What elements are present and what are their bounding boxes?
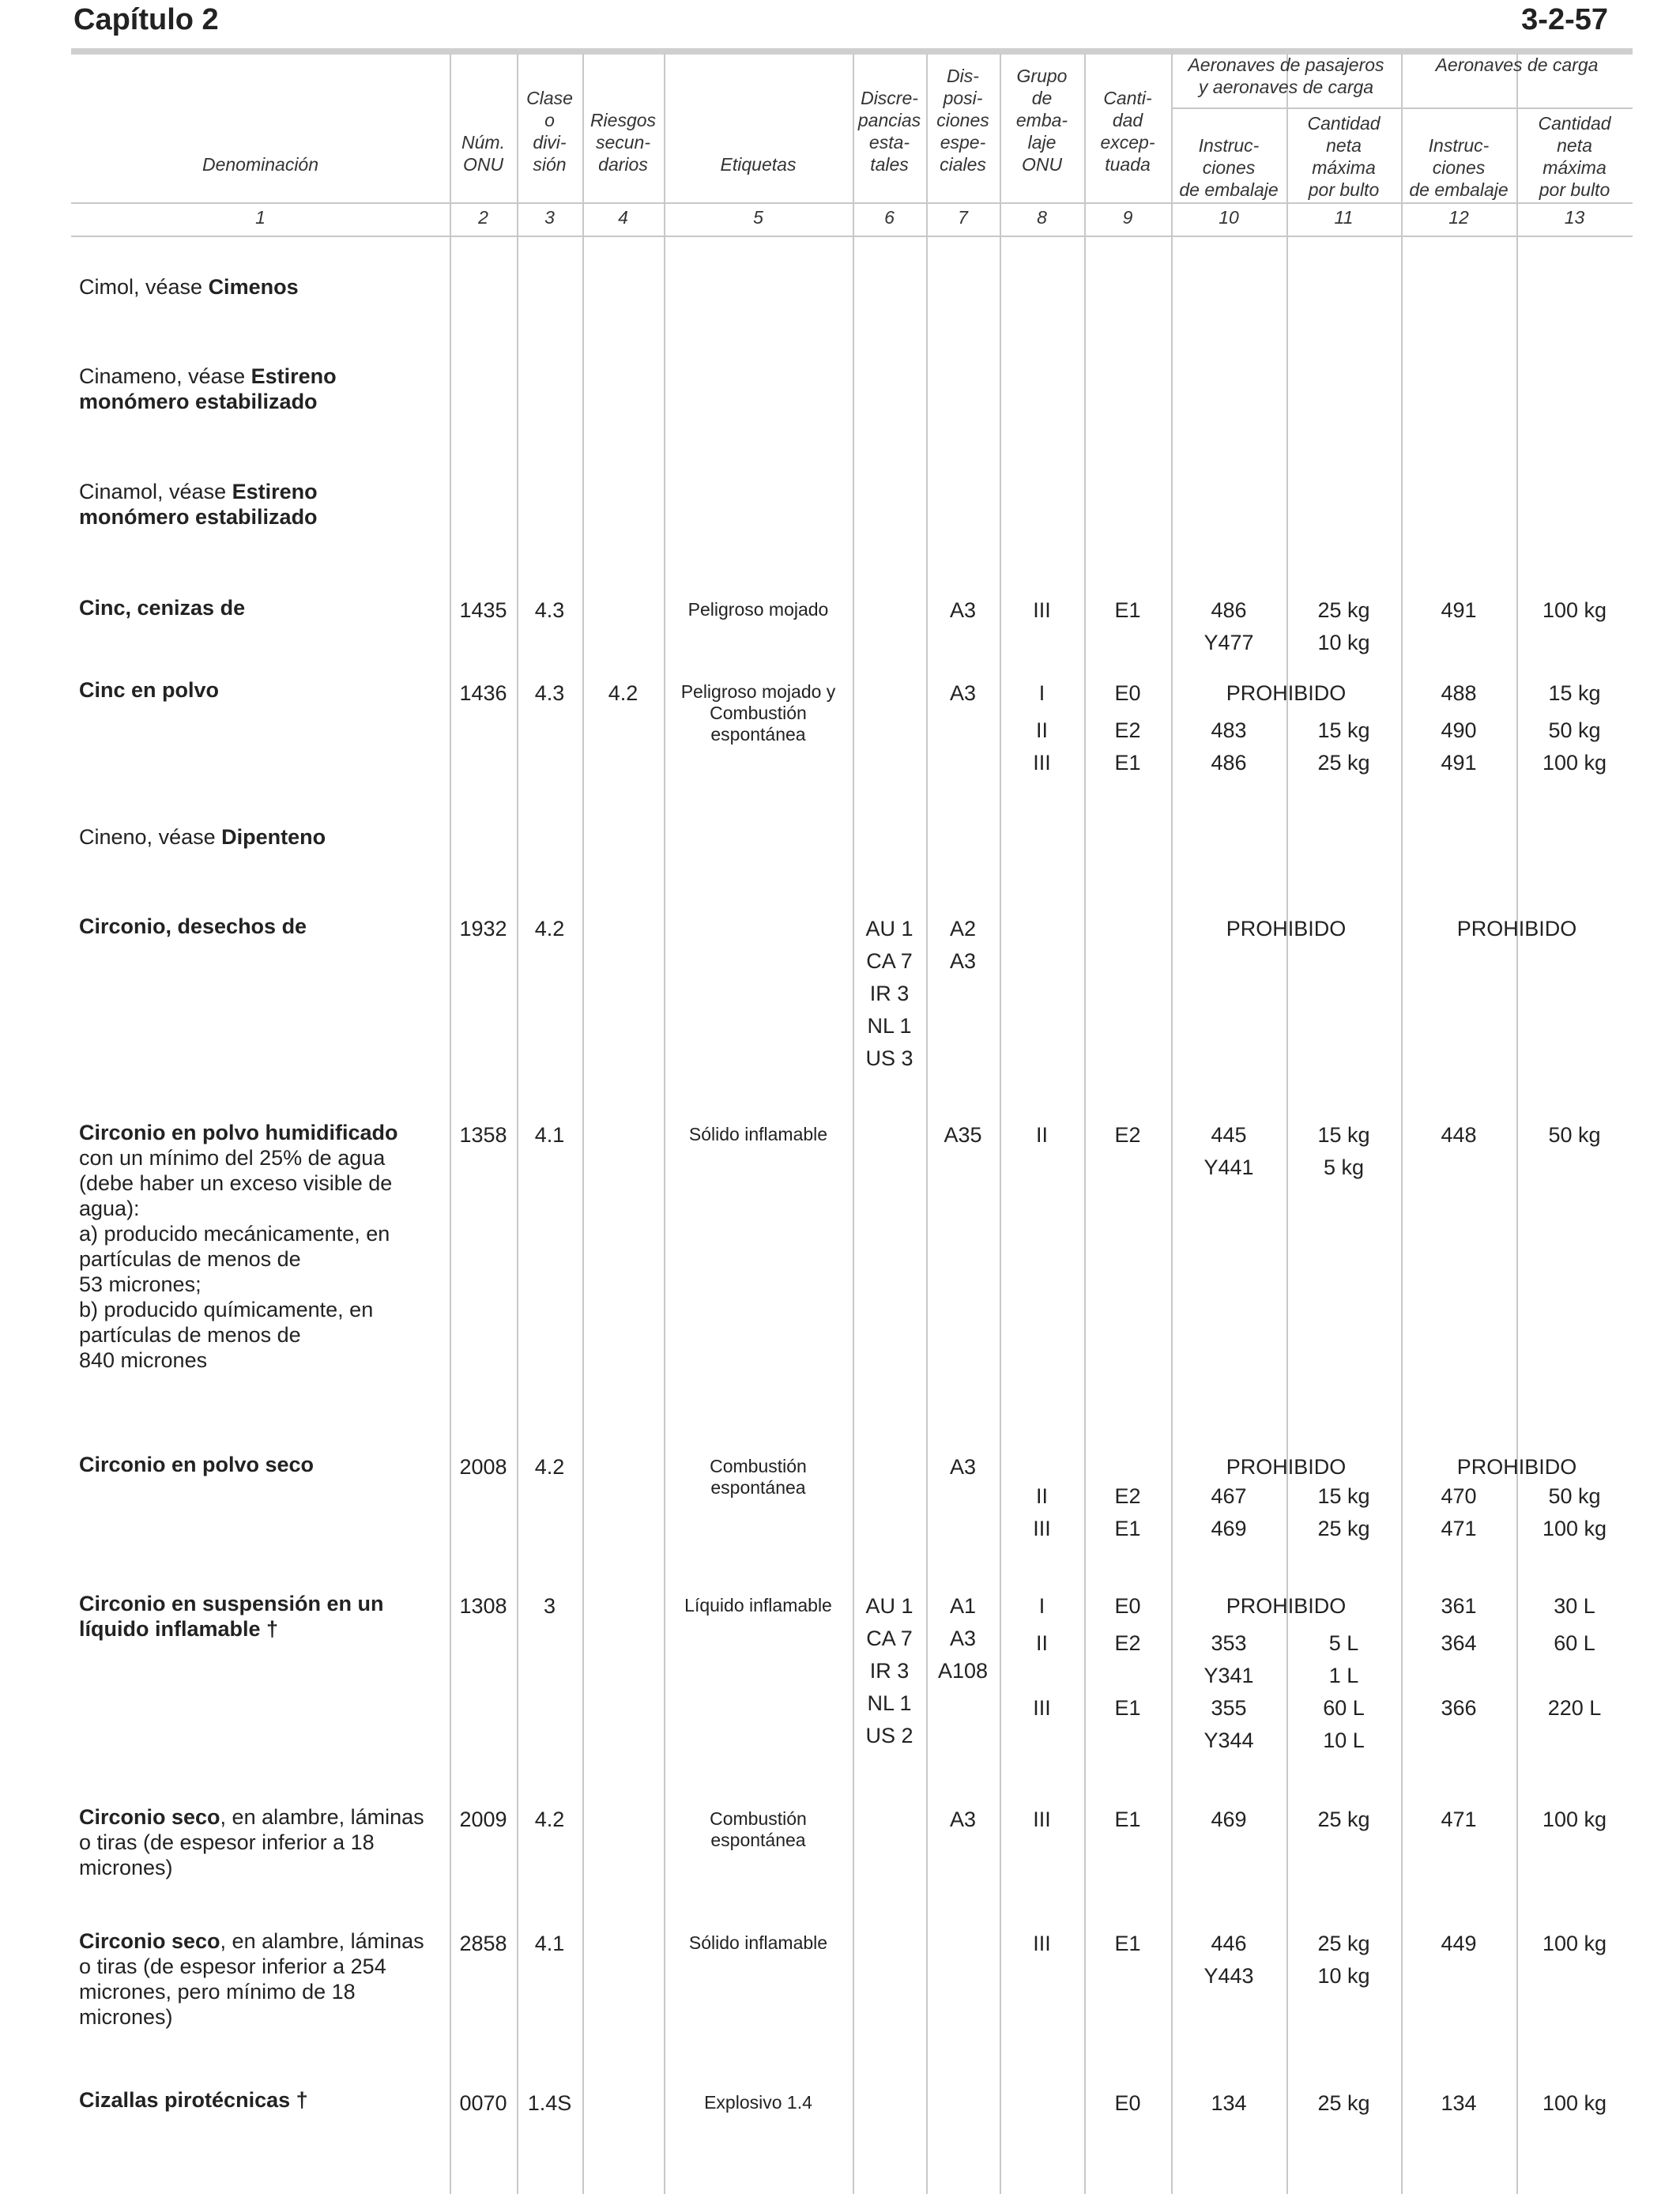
cell-riesgo: 4.2 <box>608 681 638 705</box>
cell-discrepancias: AU 1 CA 7 IR 3 NL 1 US 3 <box>865 917 913 1070</box>
column-group-pasajeros: Aeronaves de pasajeros y aeronaves de carga <box>1188 55 1384 97</box>
cell-etiqueta: Combustión espontánea <box>710 1456 807 1498</box>
cell-cantidad: 10 kg <box>1317 1964 1370 1988</box>
column-number: 13 <box>1564 207 1585 228</box>
entry-circonio-humidificado: Circonio en polvo humidificado con un mínimo del 25% de agua (debe haber un exceso visible de agua): a) producido mecánicamente, en partículas de menos de 53 micrones; b) producido químicamente, en partículas de menos de 840 micrones <box>79 1121 398 1372</box>
cell-cantidad: 25 kg <box>1317 1932 1370 1955</box>
cell-clase: 4.3 <box>534 681 565 705</box>
cell-instruccion-carga: 470 <box>1441 1484 1477 1508</box>
column-header-cantidad-pasajeros: Cantidad neta máxima por bulto <box>1307 113 1381 200</box>
cell-instruccion: Y477 <box>1203 631 1254 654</box>
chapter-title: Capítulo 2 <box>73 3 219 36</box>
column-header-grupo: Grupo de emba- laje ONU <box>1015 66 1068 175</box>
cell-grupo: II <box>1035 1123 1048 1147</box>
cell-grupo: II <box>1035 718 1048 742</box>
cell-cantidad-carga: 100 kg <box>1542 598 1607 622</box>
cell-prohibido: PROHIBIDO <box>1226 917 1347 941</box>
cell-onu: 1308 <box>459 1594 507 1618</box>
cell-cantidad-carga: 100 kg <box>1542 751 1607 775</box>
cell-cantidad: 60 L <box>1323 1696 1365 1720</box>
cell-cantidad: 25 kg <box>1317 751 1370 775</box>
cell-instruccion: 469 <box>1211 1517 1247 1540</box>
column-header-discrepancias: Discre- pancias esta- tales <box>857 88 921 175</box>
column-number: 1 <box>255 207 266 228</box>
cell-onu: 0070 <box>459 2091 507 2115</box>
cell-prohibido: PROHIBIDO <box>1226 1455 1347 1479</box>
cell-exceptuada: E2 <box>1114 718 1141 742</box>
cell-prohibido-carga: PROHIBIDO <box>1456 917 1577 941</box>
cell-instruccion: 134 <box>1211 2091 1247 2115</box>
column-number: 3 <box>544 207 555 228</box>
cell-cantidad: 15 kg <box>1317 1484 1370 1508</box>
cell-disposicion: A3 <box>949 1455 977 1479</box>
cell-grupo: I <box>1038 1594 1045 1618</box>
cell-onu: 1436 <box>459 681 507 705</box>
cell-cantidad: 25 kg <box>1317 598 1370 622</box>
column-divider <box>853 54 854 2194</box>
column-number: 5 <box>753 207 763 228</box>
cell-etiqueta: Peligroso mojado y Combustión espontánea <box>680 681 836 745</box>
cell-grupo: III <box>1033 751 1051 775</box>
cell-clase: 1.4S <box>527 2091 572 2115</box>
cell-grupo: II <box>1035 1484 1048 1508</box>
cell-instruccion: 445 <box>1211 1123 1247 1147</box>
column-number: 10 <box>1219 207 1239 228</box>
column-header-instrucciones-carga: Instruc- ciones de embalaje <box>1409 135 1509 200</box>
cell-instruccion: Y341 <box>1203 1664 1254 1687</box>
cell-cantidad-carga: 60 L <box>1554 1631 1595 1655</box>
column-number: 4 <box>618 207 628 228</box>
cell-instruccion-carga: 490 <box>1441 718 1477 742</box>
column-header-etiquetas: Etiquetas <box>720 154 797 175</box>
column-number: 9 <box>1122 207 1133 228</box>
cell-instruccion: Y443 <box>1203 1964 1254 1988</box>
column-header-num-onu: Núm. ONU <box>461 132 505 175</box>
cell-disposicion: A3 <box>949 681 977 705</box>
group-underline <box>1171 107 1633 109</box>
column-divider <box>582 54 584 2194</box>
cell-cantidad: 15 kg <box>1317 718 1370 742</box>
cell-onu: 2008 <box>459 1455 507 1479</box>
cell-disposicion: A2 A3 <box>949 917 977 973</box>
entry-cinamol: Cinamol, véase Estireno monómero estabilizado <box>79 480 318 529</box>
entry-circonio-desechos: Circonio, desechos de <box>79 914 307 938</box>
cell-cantidad-carga: 100 kg <box>1542 1932 1607 1955</box>
cell-instruccion: 469 <box>1211 1808 1247 1831</box>
cell-grupo: III <box>1033 1932 1051 1955</box>
cell-disposicion: A1 A3 A108 <box>937 1594 989 1683</box>
cell-disposicion: A3 <box>949 598 977 622</box>
cell-etiqueta: Peligroso mojado <box>687 599 829 620</box>
cell-cantidad-carga: 100 kg <box>1542 1517 1607 1540</box>
cell-grupo: II <box>1035 1631 1048 1655</box>
cell-prohibido-carga: PROHIBIDO <box>1456 1455 1577 1479</box>
cell-instruccion-carga: 449 <box>1441 1932 1477 1955</box>
cell-exceptuada: E2 <box>1114 1484 1141 1508</box>
cell-onu: 2858 <box>459 1932 507 1955</box>
cell-exceptuada: E1 <box>1114 1696 1141 1720</box>
cell-instruccion: 467 <box>1211 1484 1247 1508</box>
cell-discrepancias: AU 1 CA 7 IR 3 NL 1 US 2 <box>865 1594 913 1747</box>
cell-instruccion-carga: 366 <box>1441 1696 1477 1720</box>
column-header-riesgos: Riesgos secun- darios <box>590 110 657 175</box>
cell-instruccion-carga: 361 <box>1441 1594 1477 1618</box>
cell-prohibido: PROHIBIDO <box>1226 681 1347 705</box>
column-number: 11 <box>1334 207 1354 228</box>
cell-cantidad: 5 kg <box>1323 1155 1365 1179</box>
column-header-disposiciones: Dis- posi- ciones espe- ciales <box>936 66 989 175</box>
cell-cantidad-carga: 220 L <box>1547 1696 1602 1720</box>
cell-cantidad: 10 L <box>1323 1728 1365 1752</box>
cell-etiqueta: Sólido inflamable <box>688 1124 828 1144</box>
cell-etiqueta: Líquido inflamable <box>684 1595 832 1615</box>
cell-grupo: I <box>1038 681 1045 705</box>
cell-cantidad: 25 kg <box>1317 2091 1370 2115</box>
cell-cantidad: 1 L <box>1328 1664 1359 1687</box>
cell-instruccion: 486 <box>1211 751 1247 775</box>
number-row-divider <box>71 236 1633 237</box>
cell-grupo: III <box>1033 598 1051 622</box>
column-group-carga: Aeronaves de carga <box>1435 55 1599 75</box>
cell-cantidad-carga: 50 kg <box>1548 718 1601 742</box>
header-divider <box>71 202 1633 204</box>
cell-instruccion-carga: 448 <box>1441 1123 1477 1147</box>
column-header-cantidad-exceptuada: Canti- dad excep- tuada <box>1100 88 1155 175</box>
cell-exceptuada: E1 <box>1114 1808 1141 1831</box>
cell-exceptuada: E0 <box>1114 681 1141 705</box>
entry-cinc-cenizas: Cinc, cenizas de <box>79 596 246 620</box>
column-header-denominacion: Denominación <box>202 154 319 175</box>
cell-clase: 4.1 <box>534 1932 565 1955</box>
column-number: 7 <box>958 207 968 228</box>
entry-cinc-polvo: Cinc en polvo <box>79 678 220 702</box>
cell-instruccion-carga: 488 <box>1441 681 1477 705</box>
cell-instruccion-carga: 491 <box>1441 751 1477 775</box>
cell-disposicion: A3 <box>949 1808 977 1831</box>
cell-clase: 4.3 <box>534 598 565 622</box>
column-number: 6 <box>884 207 895 228</box>
cell-cantidad-carga: 50 kg <box>1548 1123 1601 1147</box>
cell-instruccion: Y441 <box>1203 1155 1254 1179</box>
cell-exceptuada: E0 <box>1114 2091 1141 2115</box>
cell-clase: 4.2 <box>534 1455 565 1479</box>
cell-disposicion: A35 <box>944 1123 982 1147</box>
cell-cantidad: 5 L <box>1328 1631 1359 1655</box>
cell-etiqueta: Explosivo 1.4 <box>704 2092 812 2113</box>
column-header-instrucciones-pasajeros: Instruc- ciones de embalaje <box>1179 135 1279 200</box>
cell-instruccion-carga: 134 <box>1441 2091 1477 2115</box>
cell-exceptuada: E1 <box>1114 1517 1141 1540</box>
cell-exceptuada: E2 <box>1114 1123 1141 1147</box>
cell-cantidad: 25 kg <box>1317 1517 1370 1540</box>
cell-exceptuada: E1 <box>1114 598 1141 622</box>
column-number: 12 <box>1448 207 1469 228</box>
cell-cantidad: 15 kg <box>1317 1123 1370 1147</box>
cell-instruccion: 353 <box>1211 1631 1247 1655</box>
cell-cantidad-carga: 15 kg <box>1548 681 1601 705</box>
cell-onu: 1932 <box>459 917 507 941</box>
cell-etiqueta: Combustión espontánea <box>710 1808 807 1850</box>
cell-exceptuada: E0 <box>1114 1594 1141 1618</box>
cell-instruccion-carga: 471 <box>1441 1517 1477 1540</box>
cell-cantidad: 10 kg <box>1317 631 1370 654</box>
entry-circonio-suspension: Circonio en suspensión en un líquido inflamable † <box>79 1592 384 1641</box>
entry-circonio-polvo-seco: Circonio en polvo seco <box>79 1453 315 1476</box>
column-number: 8 <box>1037 207 1047 228</box>
cell-cantidad-carga: 100 kg <box>1542 2091 1607 2115</box>
entry-cimol: Cimol, véase Cimenos <box>79 275 299 299</box>
cell-clase: 4.2 <box>534 917 565 941</box>
cell-instruccion: 355 <box>1211 1696 1247 1720</box>
column-number: 2 <box>478 207 488 228</box>
entry-cinameno: Cinameno, véase Estireno monómero estabilizado <box>79 364 337 413</box>
cell-onu: 2009 <box>459 1808 507 1831</box>
column-header-cantidad-carga: Cantidad neta máxima por bulto <box>1538 113 1611 200</box>
column-header-clase: Clase o divi- sión <box>526 88 573 175</box>
cell-onu: 1358 <box>459 1123 507 1147</box>
cell-instruccion-carga: 364 <box>1441 1631 1477 1655</box>
cell-instruccion: 446 <box>1211 1932 1247 1955</box>
cell-instruccion: 483 <box>1211 718 1247 742</box>
entry-cizallas: Cizallas pirotécnicas † <box>79 2088 308 2112</box>
entry-cineno: Cineno, véase Dipenteno <box>79 825 326 849</box>
cell-exceptuada: E2 <box>1114 1631 1141 1655</box>
cell-exceptuada: E1 <box>1114 751 1141 775</box>
cell-prohibido: PROHIBIDO <box>1226 1594 1347 1618</box>
cell-etiqueta: Sólido inflamable <box>688 1932 828 1953</box>
cell-instruccion: Y344 <box>1203 1728 1254 1752</box>
cell-exceptuada: E1 <box>1114 1932 1141 1955</box>
entry-circonio-seco-254: Circonio seco, en alambre, láminas o tiras (de espesor inferior a 254 micrones, pero mínimo de 18 micrones) <box>79 1929 424 2029</box>
cell-instruccion-carga: 491 <box>1441 598 1477 622</box>
cell-onu: 1435 <box>459 598 507 622</box>
cell-clase: 4.2 <box>534 1808 565 1831</box>
cell-clase: 4.1 <box>534 1123 565 1147</box>
cell-grupo: III <box>1033 1696 1051 1720</box>
entry-circonio-seco-18: Circonio seco, en alambre, láminas o tiras (de espesor inferior a 18 micrones) <box>79 1805 424 1879</box>
cell-grupo: III <box>1033 1808 1051 1831</box>
cell-cantidad-carga: 30 L <box>1554 1594 1595 1618</box>
cell-cantidad-carga: 100 kg <box>1542 1808 1607 1831</box>
cell-cantidad: 25 kg <box>1317 1808 1370 1831</box>
cell-instruccion-carga: 471 <box>1441 1808 1477 1831</box>
cell-cantidad-carga: 50 kg <box>1548 1484 1601 1508</box>
cell-grupo: III <box>1033 1517 1051 1540</box>
page-number: 3-2-57 <box>1521 3 1608 36</box>
cell-instruccion: 486 <box>1211 598 1247 622</box>
cell-clase: 3 <box>543 1594 556 1618</box>
